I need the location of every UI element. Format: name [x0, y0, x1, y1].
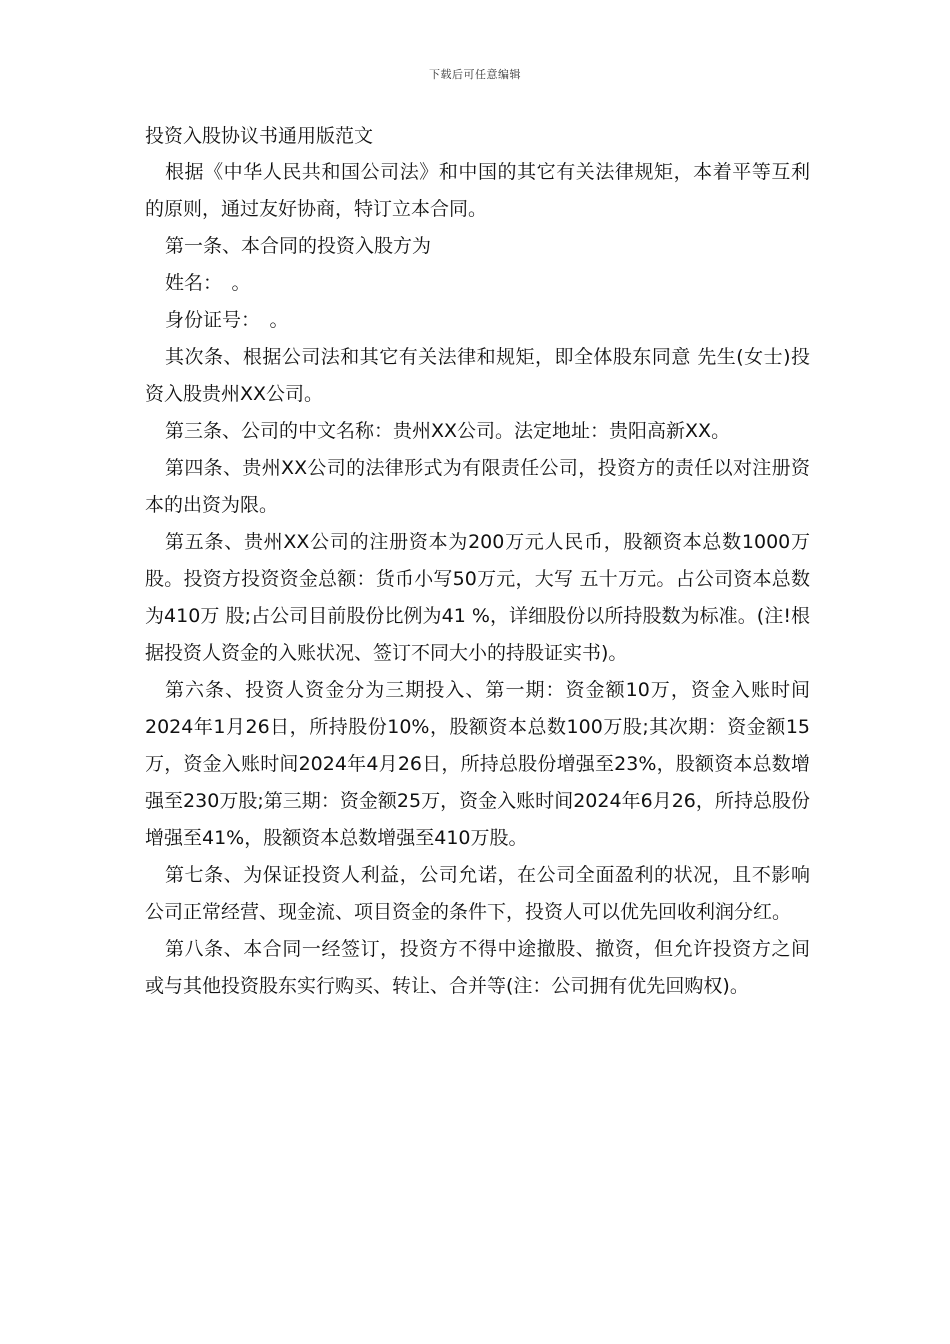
paragraph-article-5: 第五条、贵州XX公司的注册资本为200万元人民币，股额资本总数1000万股。投资方投资资金总额：货币小写50万元，大写 五十万元。占公司资本总数为410万 股;占公司目前股份比例为41 %，详细股份以所持股数为标准。(注!根据投资人资金的入账状况、签订不同大小的持股证实书)。: [145, 531, 810, 664]
paragraph-article-4: 第四条、贵州XX公司的法律形式为有限责任公司，投资方的责任以对注册资本的出资为限。: [145, 457, 810, 516]
paragraph-article-1: 第一条、本合同的投资入股方为: [165, 235, 432, 257]
paragraph-article-6: 第六条、投资人资金分为三期投入、第一期：资金额10万，资金入账时间2024年1月26日，所持股份10%，股额资本总数100万股;其次期：资金额15万，资金入账时间2024年4月26日，所持总股份增强至23%，股额资本总数增强至230万股;第三期：资金额25万，资金入账时间2024年6月26，所持总股份增强至41%，股额资本总数增强至410万股。: [145, 679, 810, 849]
paragraph-preamble: 根据《中华人民共和国公司法》和中国的其它有关法律规矩，本着平等互利的原则，通过友好协商，特订立本合同。: [145, 161, 810, 220]
paragraph-article-8: 第八条、本合同一经签订，投资方不得中途撤股、撤资，但允许投资方之间或与其他投资股东实行购买、转让、合并等(注：公司拥有优先回购权)。: [145, 938, 810, 997]
paragraph-article-3: 第三条、公司的中文名称：贵州XX公司。法定地址：贵阳高新XX。: [165, 420, 731, 442]
paragraph-article-7: 第七条、为保证投资人利益，公司允诺，在公司全面盈利的状况，且不影响公司正常经营、现金流、项目资金的条件下，投资人可以优先回收利润分红。: [145, 864, 810, 923]
paragraph-article-2: 其次条、根据公司法和其它有关法律和规矩，即全体股东同意 先生(女士)投资入股贵州XX公司。: [145, 346, 810, 405]
page-header-note: 下载后可任意编辑: [429, 68, 521, 81]
paragraph-id-number-field: 身份证号： 。: [165, 309, 289, 331]
paragraph-name-field: 姓名： 。: [165, 272, 251, 294]
document-body: [145, 118, 810, 1005]
document-title: 投资入股协议书通用版范文: [145, 125, 374, 147]
